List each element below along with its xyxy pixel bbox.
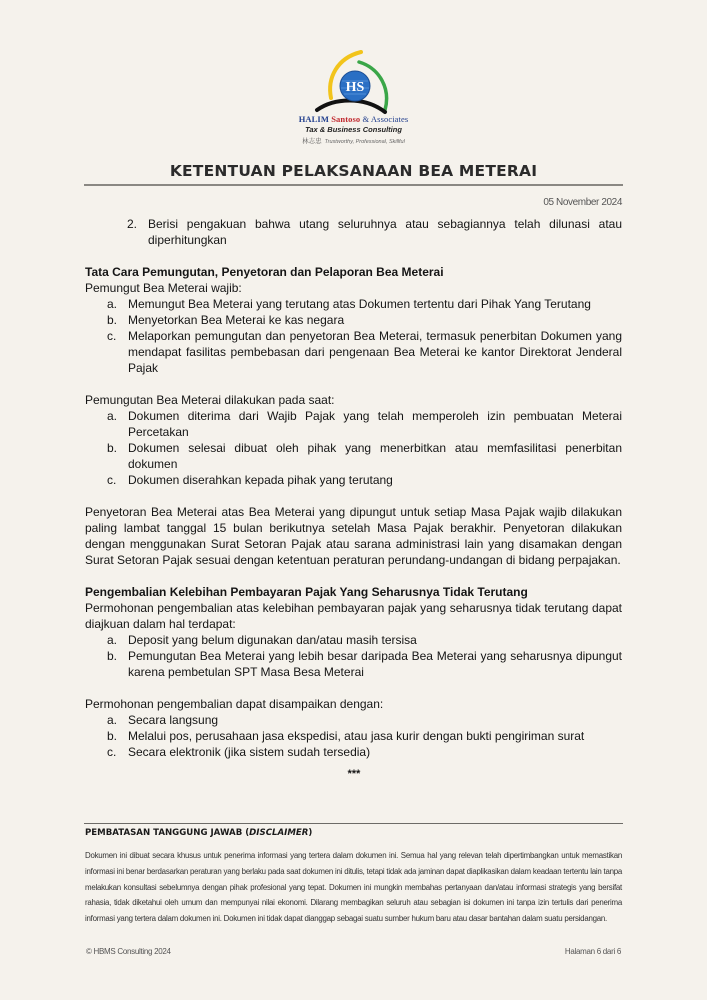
list-item: c. Melaporkan pemungutan dan penyetoran Bea Meterai, termasuk penerbitan Dokumen yang mendapat fasilitas pembebasan dari pengenaan Bea Meterai ke kantor Direktorat Jenderal Pajak	[107, 329, 622, 375]
footer-page-number: Halaman 6 dari 6	[564, 947, 621, 956]
disclaimer-title: PEMBATASAN TANGGUNG JAWAB (DISCLAIMER)	[85, 828, 313, 838]
title-divider	[84, 184, 623, 186]
list-item: c. Dokumen diserahkan kepada pihak yang terutang	[107, 473, 393, 487]
section-lead: Permohonan pengembalian dapat disampaikan dengan:	[85, 697, 384, 711]
section-lead: Permohonan pengembalian atas kelebihan pembayaran pajak yang seharusnya tidak terutang dapat diajkuan dalam hal terdapat:	[85, 601, 622, 631]
svg-text:HS: HS	[345, 80, 364, 95]
document-date: 05 November 2024	[543, 197, 622, 208]
list-item: a. Deposit yang belum digunakan dan/atau masih tersisa	[107, 633, 417, 647]
list-item: 2. Berisi pengakuan bahwa utang seluruhnya atau sebagiannya telah dilunasi atau diperhitungkan	[127, 217, 622, 247]
document-body	[85, 216, 622, 782]
end-mark: ***	[347, 768, 360, 780]
list-item: b. Dokumen selesai dibuat oleh pihak yang menerbitkan atau memfasilitasi penerbitan dokumen	[107, 441, 622, 471]
logo-company-name: HALIM Santoso & Associates	[298, 114, 409, 124]
footer-copyright: © HBMS Consulting 2024	[86, 947, 171, 956]
list-item: b. Menyetorkan Bea Meterai ke kas negara	[107, 313, 345, 327]
company-logo	[0, 48, 707, 145]
logo-tagline: Tax & Business Consulting	[305, 125, 402, 134]
list-item: b. Pemungutan Bea Meterai yang lebih besar daripada Bea Meterai yang seharusnya dipungut karena pembetulan SPT Masa Besa Meterai	[107, 649, 622, 679]
disclaimer-body: Dokumen ini dibuat secara khusus untuk penerima informasi yang tertera dalam dokumen ini. Semua hal yang relevan telah dipertimbangkan untuk memastikan informasi ini benar berdasarkan peraturan yang berlaku pada saat dokumen ini ditulis, tetapi tidak ada jaminan dapat diaplikasikan dalam keadaan tertentu lain tanpa melakukan konsultasi sebelumnya dengan pihak profesional yang tepat. Dokumen ini mungkin membahas pertanyaan dan/atau informasi strategis yang bersifat rahasia, tidak diketahui oleh umum dan mempunyai nilai ekonomi. Dilarang membagikan seluruh atau sebagian isi dokumen ini tanpa izin tertulis dari penerima informasi yang tertera dalam dokumen ini. Dokumen ini tidak dapat dianggap sebagai suatu sumber hukum baru atau dasar bantahan dalam suatu persidangan.	[85, 851, 622, 924]
paragraph: Penyetoran Bea Meterai atas Bea Meterai yang dipungut untuk setiap Masa Pajak wajib dilakukan paling lambat tanggal 15 bulan berikutnya setelah Masa Pajak berakhir. Penyetoran dilakukan dengan menggunakan Surat Setoran Pajak atau sarana administrasi lain yang disamakan dengan Surat Setoran Pajak sesuai dengan ketentuan peraturan perundang-undangan di bidang perpajakan.	[85, 505, 622, 567]
section-heading: Tata Cara Pemungutan, Penyetoran dan Pelaporan Bea Meterai	[85, 265, 444, 279]
disclaimer-divider	[84, 823, 623, 824]
list-item: b. Melalui pos, perusahaan jasa ekspedisi, atau jasa kurir dengan bukti pengiriman surat	[107, 729, 585, 743]
logo-motto: 林志忠 Trustworthy, Professional, Skillful	[302, 138, 405, 145]
list-item: a. Secara langsung	[107, 713, 219, 727]
logo-emblem-icon	[309, 48, 399, 116]
section-lead: Pemungut Bea Meterai wajib:	[85, 281, 242, 295]
section-lead: Pemungutan Bea Meterai dilakukan pada saat:	[85, 393, 335, 407]
list-item: a. Dokumen diterima dari Wajib Pajak yang telah memperoleh izin pembuatan Meterai Percetakan	[107, 409, 622, 439]
section-heading: Pengembalian Kelebihan Pembayaran Pajak Yang Seharusnya Tidak Terutang	[85, 585, 528, 599]
page-title: KETENTUAN PELAKSANAAN BEA METERAI	[169, 162, 538, 180]
list-item: c. Secara elektronik (jika sistem sudah tersedia)	[107, 745, 371, 759]
list-item: a. Memungut Bea Meterai yang terutang atas Dokumen tertentu dari Pihak Yang Terutang	[107, 297, 591, 311]
